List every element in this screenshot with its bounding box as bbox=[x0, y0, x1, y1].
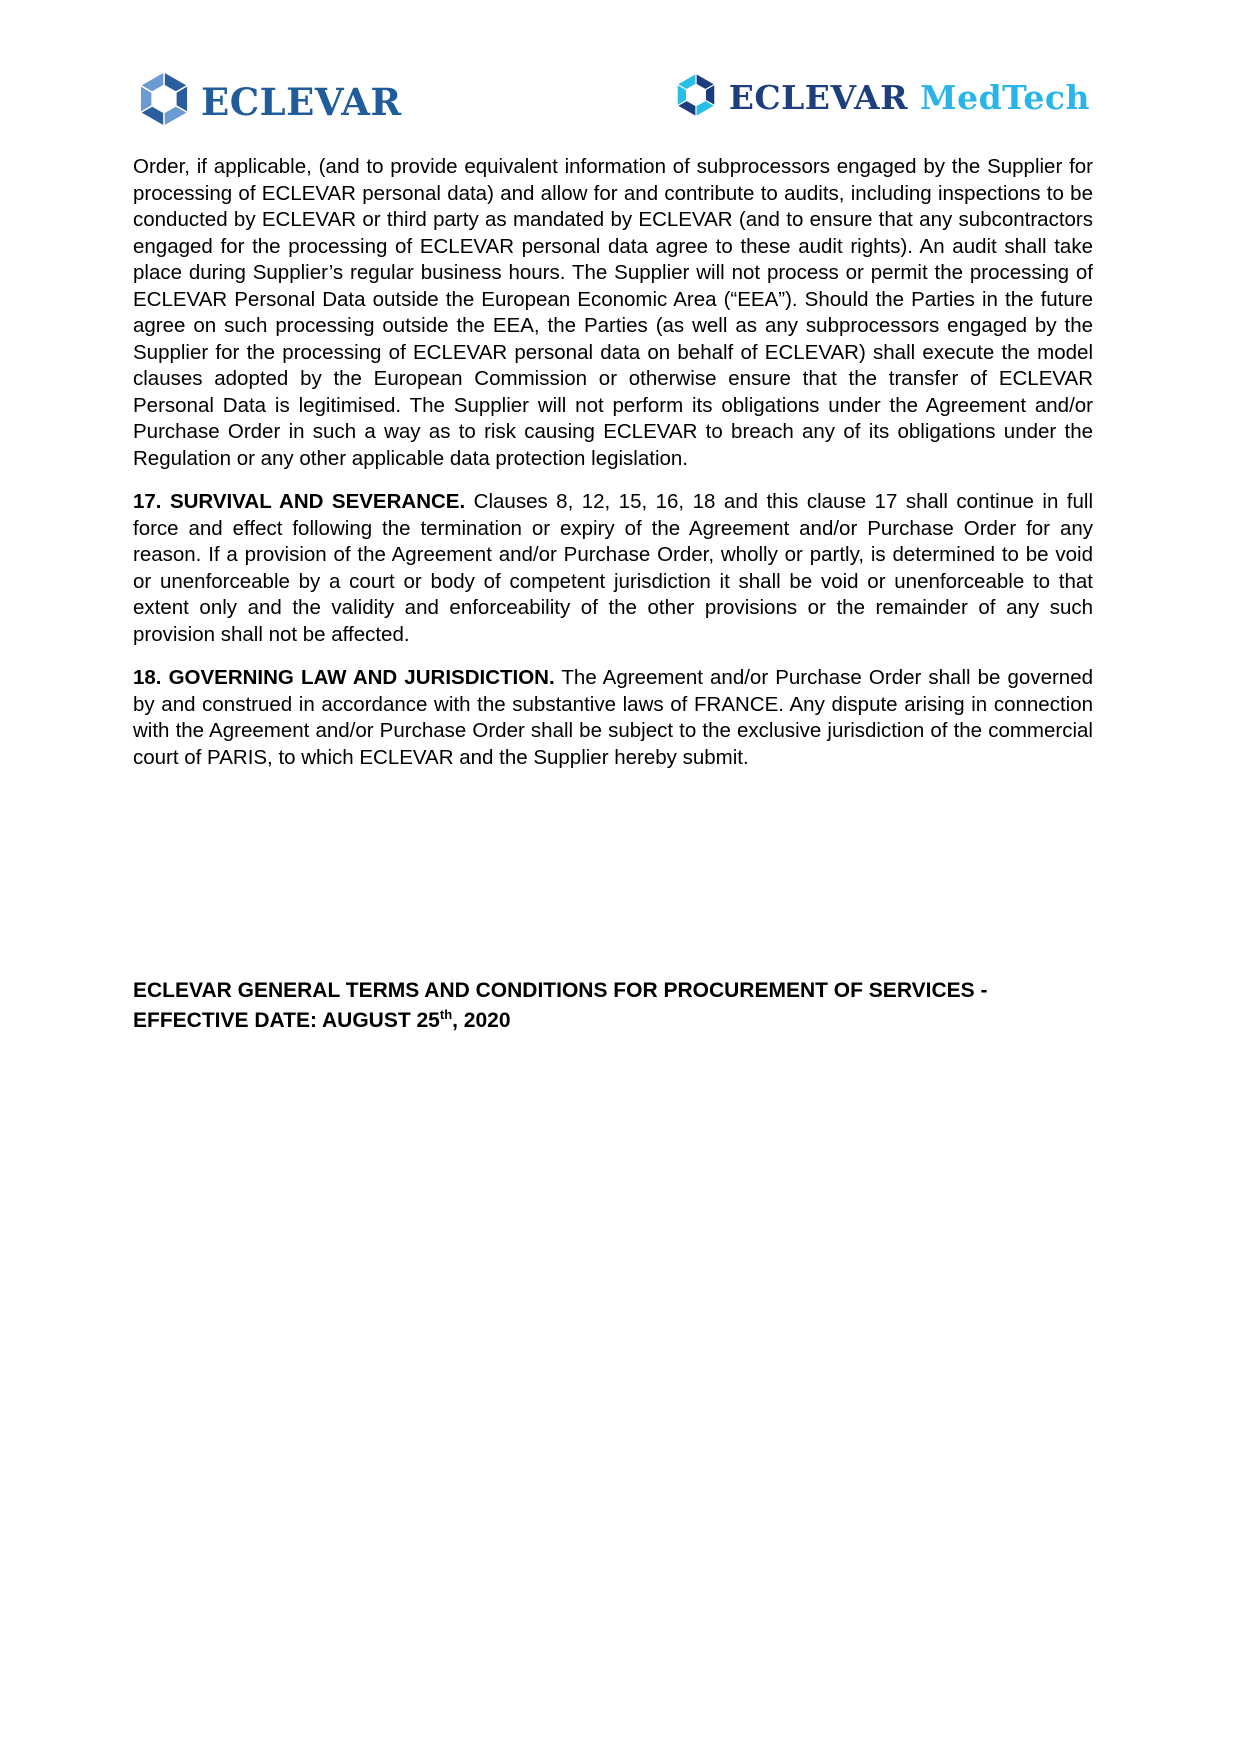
eclevar-logo bbox=[135, 68, 402, 135]
section-17-paragraph bbox=[133, 489, 1093, 648]
eclevar-medtech-hexagon-icon bbox=[673, 70, 719, 125]
eclevar-medtech-logo bbox=[673, 70, 1090, 125]
eclevar-medtech-wordmark-main: ECLEVAR bbox=[728, 78, 909, 117]
eclevar-hexagon-icon bbox=[135, 68, 193, 135]
document-body bbox=[133, 154, 1093, 1036]
section-18-heading: 18. GOVERNING LAW AND JURISDICTION. bbox=[133, 666, 555, 689]
footer-heading-text: ECLEVAR GENERAL TERMS AND CONDITIONS FOR PROCUREMENT OF SERVICES - EFFECTIVE DATE: AUGUST 25 bbox=[133, 979, 988, 1032]
section-17-body: Clauses 8, 12, 15, 16, 18 and this clause 17 shall continue in full force and effect following the termination or expiry of the Agreement and/or Purchase Order for any reason. If a provision of the Agreement and/or Purchase Order, wholly or partly, is determined to be void or unenforceable by a court or body of competent jurisdiction it shall be void or unenforceable to that extent only and the validity and enforceability of the other provisions or the remainder of any such provision shall not be affected. bbox=[133, 490, 1094, 646]
page-header bbox=[0, 68, 1240, 138]
terms-footer-heading bbox=[133, 976, 1093, 1036]
footer-heading-year: , 2020 bbox=[452, 1009, 511, 1032]
section-18-body: The Agreement and/or Purchase Order shall be governed by and construed in accordance with the substantive laws of FRANCE. Any dispute arising in connection with the Agreement and/or Purchase Order shall be subject to the exclusive jurisdiction of the commercial court of PARIS, to which ECLEVAR and the Supplier hereby submit. bbox=[133, 666, 1094, 769]
section-17-heading: 17. SURVIVAL AND SEVERANCE. bbox=[133, 490, 466, 513]
section-18-paragraph bbox=[133, 665, 1093, 771]
paragraph-data-protection: Order, if applicable, (and to provide equivalent information of subprocessors engaged by the Supplier for processing of ECLEVAR personal data) and allow for and contribute to audits, including inspections to be conducted by ECLEVAR or third party as mandated by ECLEVAR (and to ensure that any subcontractors engaged for the processing of ECLEVAR personal data agree to these audit rights). An audit shall take place during Supplier’s regular business hours. The Supplier will not process or permit the processing of ECLEVAR Personal Data outside the European Economic Area (“EEA”). Should the Parties in the future agree on such processing outside the EEA, the Parties (as well as any subprocessors engaged by the Supplier for the processing of ECLEVAR personal data on behalf of ECLEVAR) shall execute the model clauses adopted by the European Commission or otherwise ensure that the transfer of ECLEVAR Personal Data is legitimised. The Supplier will not perform its obligations under the Agreement and/or Purchase Order in such a way as to risk causing ECLEVAR to breach any of its obligations under the Regulation or any other applicable data protection legislation. bbox=[133, 155, 1093, 470]
eclevar-wordmark: ECLEVAR bbox=[201, 79, 402, 124]
footer-heading-ordinal-suffix: th bbox=[439, 1007, 453, 1022]
eclevar-medtech-wordmark bbox=[729, 78, 1090, 117]
eclevar-medtech-wordmark-suffix: MedTech bbox=[920, 78, 1090, 117]
